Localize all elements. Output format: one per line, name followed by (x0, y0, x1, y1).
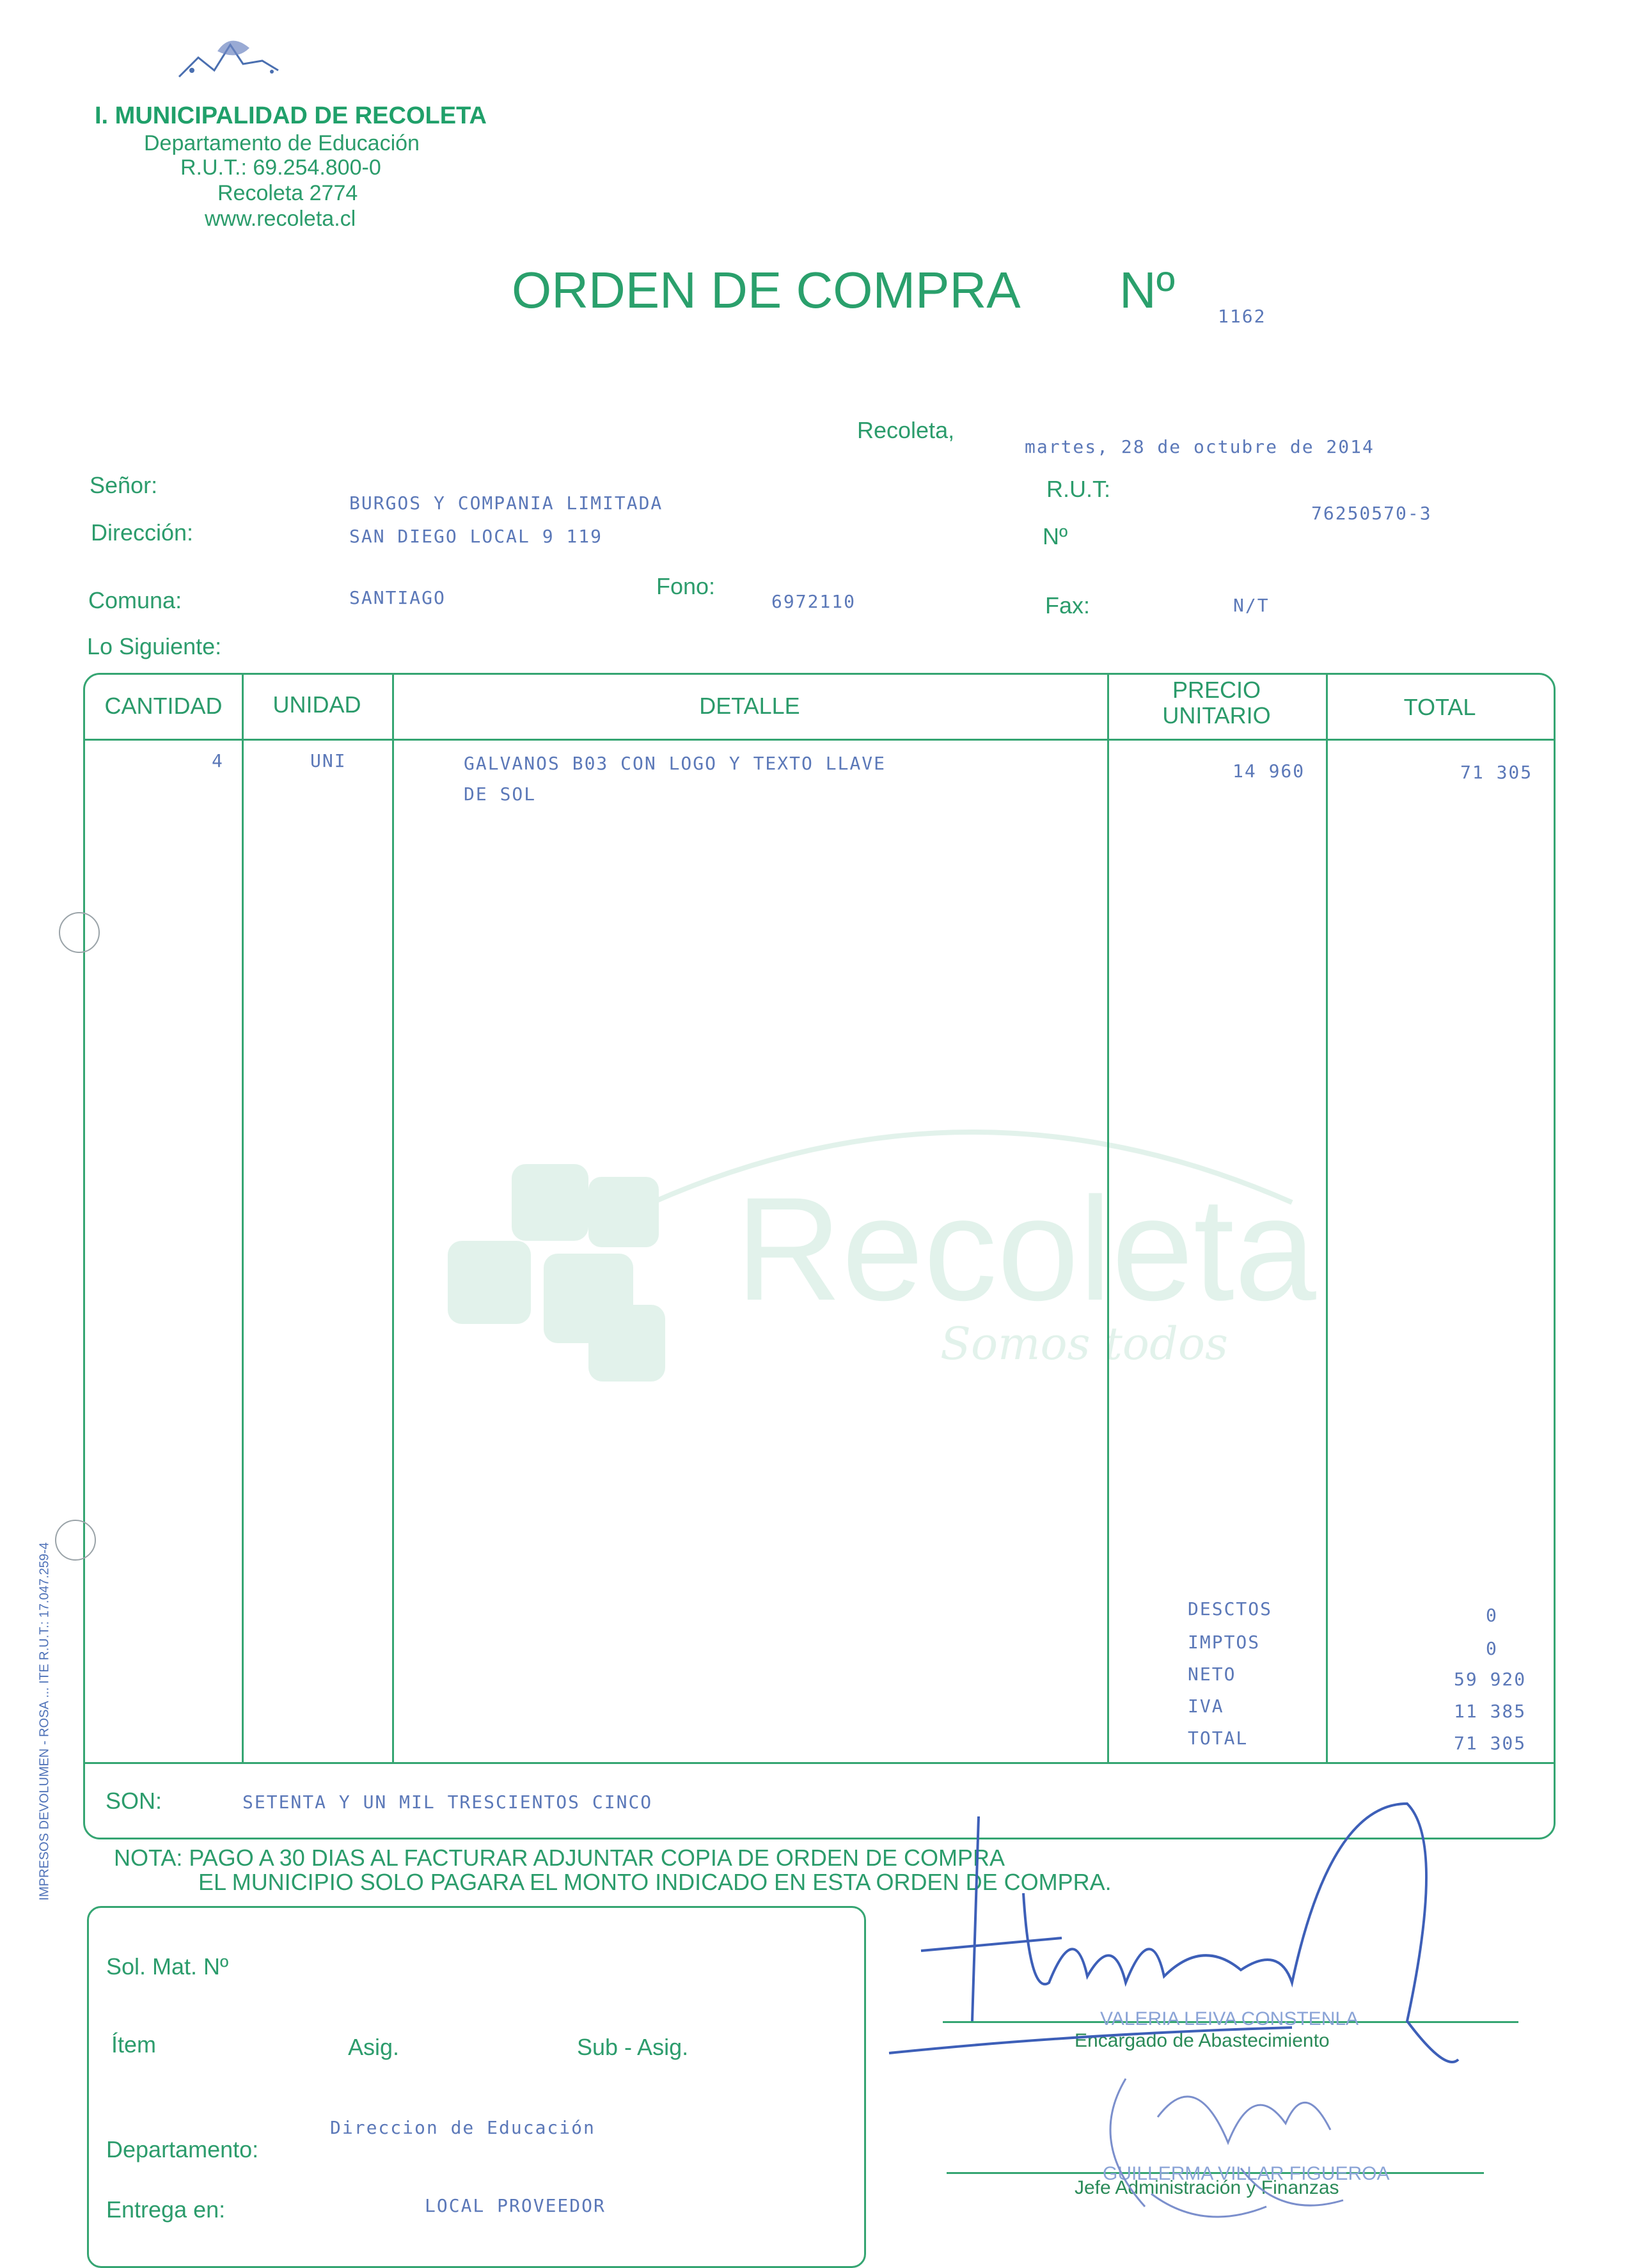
punch-hole-bottom (55, 1520, 96, 1561)
totals-descuentos-value: 0 (1486, 1605, 1498, 1626)
watermark-slogan: Somos todos (940, 1318, 1228, 1370)
nota-line1: NOTA: PAGO A 30 DIAS AL FACTURAR ADJUNTAR COPIA DE ORDEN DE COMPRA (114, 1845, 1005, 1871)
totals-total-label: TOTAL (1188, 1728, 1249, 1749)
document-title: ORDEN DE COMPRA (512, 262, 1021, 319)
department-name: Departamento de Educación (144, 131, 420, 155)
row-detalle-line2: DE SOL (464, 784, 537, 805)
supplier-comuna: SANTIAGO (349, 587, 446, 608)
col-header-detalle: DETALLE (699, 693, 800, 719)
sol-mat-label: Sol. Mat. Nº (106, 1953, 229, 1980)
sub-asig-label: Sub - Asig. (577, 2034, 689, 2060)
totals-neto-value: 59 920 (1454, 1669, 1527, 1690)
fono-label: Fono: (656, 573, 716, 599)
amount-in-words: SETENTA Y UN MIL TRESCIENTOS CINCO (242, 1792, 653, 1813)
signer-2-name: GUILLERMA VILLAR FIGUEROA (1103, 2163, 1390, 2184)
direccion-label: Dirección: (91, 519, 194, 546)
table-header-divider (85, 739, 1554, 741)
col-header-unidad: UNIDAD (272, 691, 361, 718)
col-divider-2 (392, 675, 394, 1762)
org-name: I. MUNICIPALIDAD DE RECOLETA (95, 102, 487, 129)
totals-impuestos-label: IMPTOS (1188, 1632, 1261, 1653)
date-city: Recoleta, (857, 417, 955, 443)
supplier-address: SAN DIEGO LOCAL 9 119 (349, 526, 603, 547)
col-header-total: TOTAL (1403, 694, 1476, 720)
col-header-precio (1107, 677, 1326, 728)
asig-label: Asig. (348, 2034, 400, 2060)
order-date: martes, 28 de octubre de 2014 (1025, 436, 1375, 457)
totals-descuentos-label: DESCTOS (1188, 1598, 1273, 1619)
fax-label: Fax: (1045, 592, 1091, 618)
org-rut: R.U.T.: 69.254.800-0 (180, 155, 381, 180)
totals-iva-label: IVA (1188, 1696, 1224, 1717)
rut-label: R.U.T: (1046, 476, 1111, 502)
org-address: Recoleta 2774 (217, 181, 358, 205)
supplier-rut: 76250570-3 (1311, 503, 1432, 524)
totals-iva-value: 11 385 (1454, 1701, 1527, 1722)
col-divider-4 (1326, 675, 1328, 1762)
entrega-value: LOCAL PROVEEDOR (425, 2195, 606, 2216)
lo-siguiente-label: Lo Siguiente: (87, 633, 222, 659)
row-cantidad: 4 (212, 750, 224, 771)
order-number-label: Nº (1119, 262, 1175, 319)
son-label: SON: (106, 1788, 162, 1814)
item-label: Ítem (111, 2031, 157, 2058)
signer-1-role: Encargado de Abastecimiento (1075, 2030, 1330, 2051)
org-website: www.recoleta.cl (205, 207, 356, 231)
totals-impuestos-value: 0 (1486, 1638, 1498, 1659)
watermark-brand: Recoleta (736, 1167, 1316, 1331)
comuna-label: Comuna: (88, 587, 182, 613)
signer-2-role: Jefe Administración y Finanzas (1075, 2177, 1339, 2198)
signer-1-name: VALERIA LEIVA CONSTENLA (1100, 2008, 1359, 2029)
nota-line2: EL MUNICIPIO SOLO PAGARA EL MONTO INDICADO EN ESTA ORDEN DE COMPRA. (198, 1869, 1112, 1895)
col-divider-1 (242, 675, 244, 1762)
senor-label: Señor: (90, 472, 158, 498)
supplier-number-label: Nº (1043, 523, 1068, 549)
col-header-precio-line2: UNITARIO (1162, 702, 1271, 728)
departamento-value: Direccion de Educación (330, 2117, 595, 2138)
totals-neto-label: NETO (1188, 1664, 1236, 1685)
row-detalle-line1: GALVANOS B03 CON LOGO Y TEXTO LLAVE (464, 753, 886, 774)
col-header-precio-line1: PRECIO (1172, 677, 1261, 703)
row-total: 71 305 (1460, 762, 1533, 783)
supplier-fax: N/T (1233, 595, 1270, 616)
order-number: 1162 (1218, 306, 1266, 327)
supplier-name: BURGOS Y COMPANIA LIMITADA (349, 492, 663, 514)
departamento-label: Departamento: (106, 2136, 259, 2162)
son-divider (85, 1762, 1554, 1764)
municipal-logo (154, 26, 294, 96)
col-header-cantidad: CANTIDAD (104, 693, 223, 719)
totals-total-value: 71 305 (1454, 1733, 1527, 1754)
row-precio: 14 960 (1233, 760, 1305, 782)
supplier-phone: 6972110 (771, 591, 856, 612)
handwritten-signature-2 (1075, 2040, 1433, 2245)
entrega-label: Entrega en: (106, 2196, 226, 2223)
row-unidad: UNI (310, 750, 347, 771)
punch-hole-top (59, 912, 100, 953)
printer-side-text: IMPRESOS DEVOLUMEN - ROSA ... ITE R.U.T.: 17.047.259-4 (37, 1542, 52, 1901)
